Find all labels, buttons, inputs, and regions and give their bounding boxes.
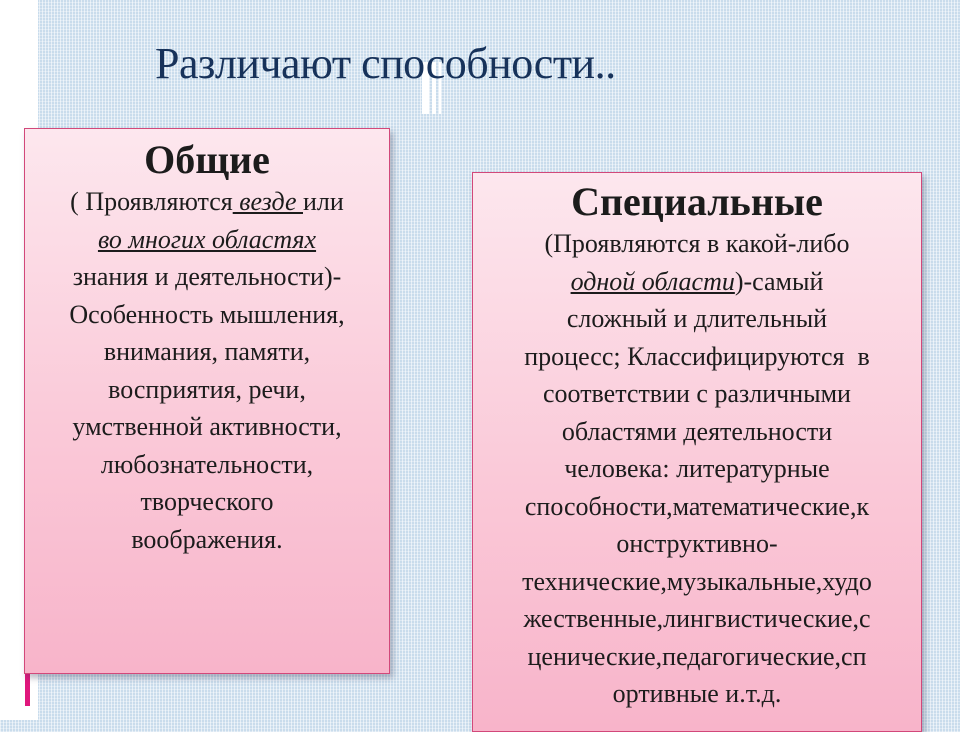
emphasis-text: одной области [570, 266, 735, 296]
text-line: человека: литературные [564, 454, 830, 483]
text-line: жественные,лингвистические,с [523, 604, 871, 633]
text-line: способности,математические,к [524, 491, 870, 521]
text-line: технические,музыкальные,худо [522, 566, 872, 596]
text-segment: )-самый [734, 266, 824, 296]
text-line: воображения. [131, 524, 283, 554]
card-special-title: Специальные [571, 179, 823, 224]
text-line [33, 221, 381, 259]
card-general-title: Общие [144, 137, 270, 182]
text-segment: или [303, 187, 344, 216]
slide-title: Различают способности.. [155, 39, 616, 88]
text-line: знания и деятельности)- [72, 262, 342, 291]
text-line: онструктивно- [616, 529, 778, 558]
text-segment: ( Проявляются [70, 187, 233, 216]
text-line: внимания, памяти, [103, 337, 311, 366]
text-line: любознательности, [100, 449, 314, 479]
text-line: творческого [140, 487, 274, 516]
text-line: умственной активности, [72, 412, 342, 441]
text-line: соответствии с различными [543, 379, 851, 408]
text-line: ценические,педагогические,сп [527, 641, 867, 671]
text-line: процесс; Классифицируются в [524, 341, 870, 371]
text-line: (Проявляются в какой-либо [544, 229, 850, 258]
card-general-body [25, 183, 389, 558]
text-line: Особенность мышления, [69, 299, 345, 329]
text-line: восприятия, речи, [108, 374, 306, 404]
text-line [481, 263, 913, 301]
text-line: ортивные и.т.д. [612, 679, 782, 708]
text-line [33, 183, 381, 221]
text-line: сложный и длительный [566, 304, 828, 333]
card-general-abilities [24, 128, 390, 674]
accent-bar [25, 672, 30, 706]
emphasis-text: везде [232, 187, 303, 216]
card-special-abilities [472, 172, 922, 732]
text-line: областями деятельности [561, 416, 833, 446]
emphasis-text: во многих областях [97, 224, 317, 254]
card-special-body [473, 225, 921, 713]
